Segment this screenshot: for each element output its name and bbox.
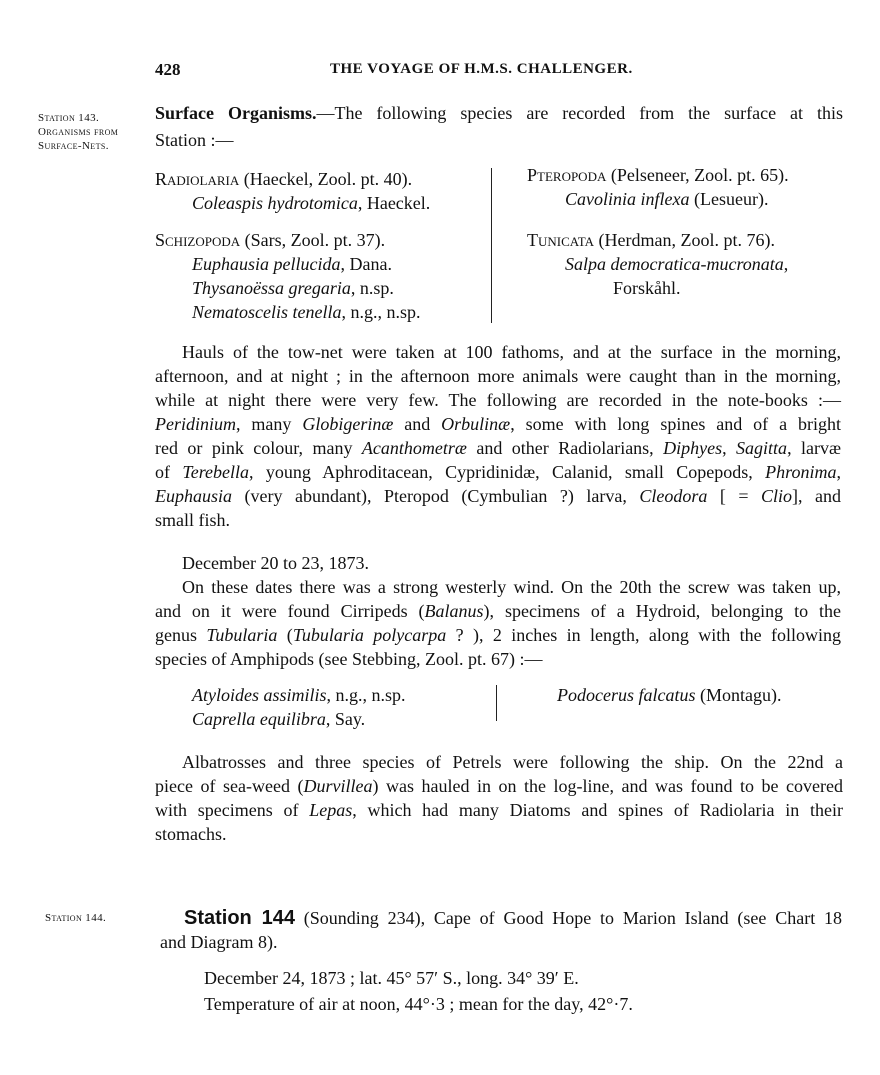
species-line: Forskåhl. [613,278,681,298]
station-144-title: Station 144 [184,907,295,929]
pteropoda-entry: Pteropoda (Pelseneer, Zool. pt. 65). [527,165,789,185]
december-paragraph: December 20 to 23, 1873. On these dates there was a strong westerly wind. On the 20th the screw was taken up, and on it were found Cirripeds (Balanus), specimens of a Hydroid, belonging to the genus Tubularia (Tubularia polycarpa ? ), 2 inches in length, along with the following species of Amphipods (see Stebbing, Zool. pt. 67) :— [155,553,842,669]
amphipods-right [557,683,847,707]
species-line: Caprella equilibra, Say. [192,709,366,729]
station-144-heading: Station 144 (Sounding 234), Cape of Good Hope to Marion Island (see Chart 18 and Diagram 8). [160,907,842,952]
running-title: THE VOYAGE OF H.M.S. CHALLENGER. [330,61,633,77]
tunicata-entry: Tunicata (Herdman, Zool. pt. 76). [527,230,775,250]
amphipods-left [192,683,492,731]
species-line: Euphausia pellucida, Dana. [192,254,392,274]
station-144-details [204,966,844,1016]
species-left-column [155,167,485,324]
species-line: Thysanoëssa gregaria, n.sp. [192,278,394,298]
species-right-column [527,163,847,300]
margin-note-organisms: Organisms from [38,126,119,138]
species-line: Salpa democratica-mucronata, [565,254,789,274]
radiolaria-entry: Radiolaria (Haeckel, Zool. pt. 40). [155,169,413,189]
margin-note-station-143: Station 143. [38,112,100,124]
page-number: 428 [155,60,181,79]
position-line: December 24, 1873 ; lat. 45° 57′ S., long. 34° 39′ E. [204,968,579,988]
column-divider [496,685,497,721]
albatross-paragraph: Albatrosses and three species of Petrels were following the ship. On the 22nd a piece of sea-weed (Durvillea) was hauled in on the log-line, and was found to be covered with specimens of Lepas, which had many Diatoms and spines of Radiolaria in their stomachs. [155,752,844,844]
margin-note-surface-nets: Surface-Nets. [38,140,109,152]
species-line: Nematoscelis tenella, n.g., n.sp. [192,302,421,322]
margin-note-station-144: Station 144. [45,912,107,924]
species-line: Coleaspis hydrotomica, Haeckel. [192,193,431,213]
column-divider [491,168,492,323]
species-line: Atyloides assimilis, n.g., n.sp. [192,685,406,705]
temperature-line: Temperature of air at noon, 44°·3 ; mean for the day, 42°·7. [204,994,633,1014]
species-line: Podocerus falcatus (Montagu). [557,685,782,705]
surface-organisms-intro: Surface Organisms.—The following species are recorded from the surface at this Station :— [155,103,843,150]
species-line: Cavolinia inflexa (Lesueur). [565,189,769,209]
schizopoda-entry: Schizopoda (Sars, Zool. pt. 37). [155,230,386,250]
hauls-paragraph: Hauls of the tow-net were taken at 100 fathoms, and at the surface in the morning, afternoon, and at night ; in the afternoon more animals were caught than in the morning, while at night there were very few. The following are recorded in the note-books :— Peridinium, many Globigerinæ and Orbulinæ, some with long spines and of a bright red or pink colour, many Acanthometræ and other Radiolarians, Diphyes, Sagitta, larvæ of Terebella, young Aphroditacean, Cypridinidæ, Calanid, small Copepods, Phronima, Euphausia (very abundant), Pteropod (Cymbulian ?) larva, Cleodora [ = Clio], and small fish. [155,342,841,530]
december-date: December 20 to 23, 1873. [182,553,369,573]
surface-organisms-heading: Surface Organisms. [155,103,317,123]
